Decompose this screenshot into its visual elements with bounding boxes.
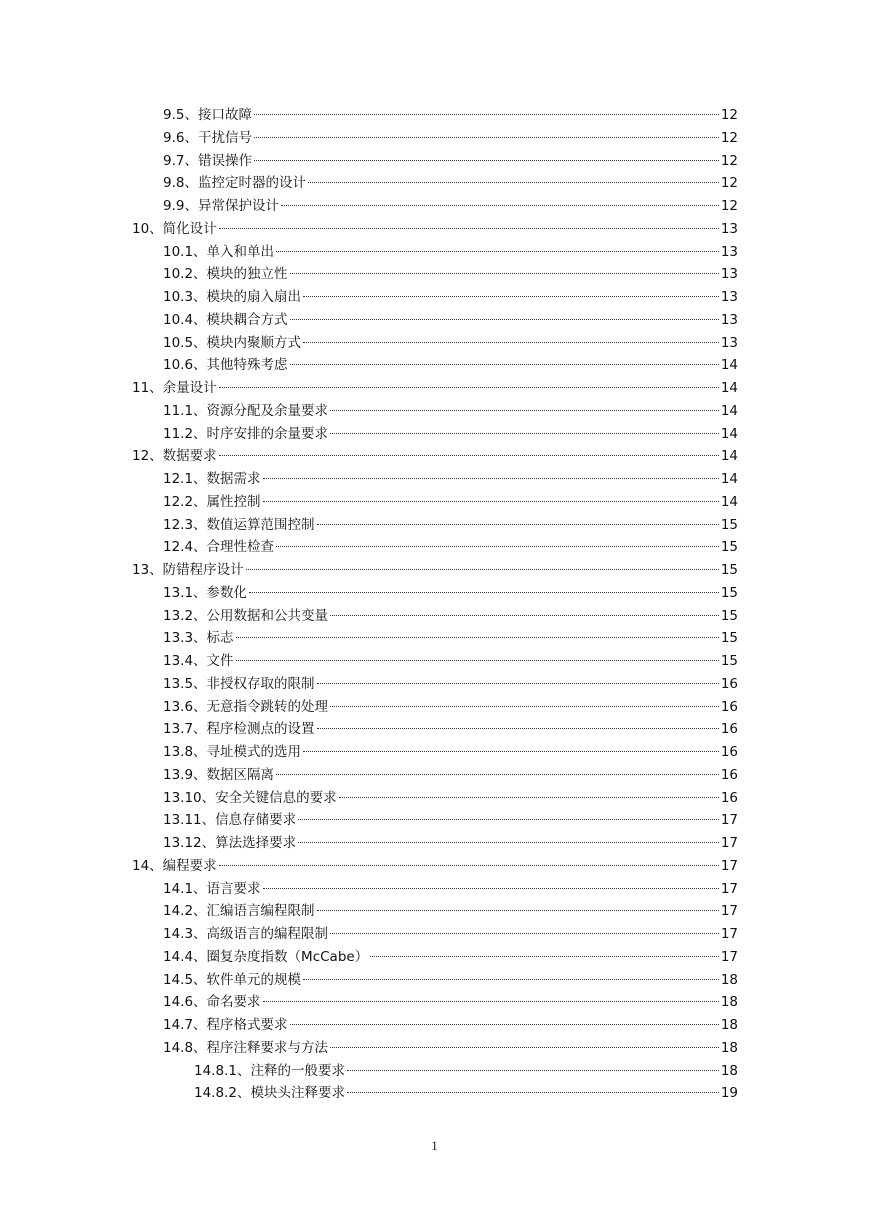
toc-entry[interactable]	[132, 764, 738, 787]
toc-entry-title: 14.5、软件单元的规模	[163, 971, 302, 988]
toc-entry-title: 12、数据要求	[132, 448, 217, 465]
toc-entry-page: 17	[720, 857, 738, 874]
toc-dot-leader	[330, 410, 719, 411]
toc-entry-title: 13.8、寻址模式的选用	[163, 744, 302, 760]
toc-entry-page: 14	[720, 448, 738, 465]
toc-entry-page: 12	[720, 107, 738, 123]
toc-entry[interactable]	[132, 332, 738, 355]
toc-entry-title: 14.2、汇编语言编程限制	[163, 903, 315, 920]
toc-entry-page: 14	[720, 425, 738, 442]
toc-dot-leader	[298, 842, 719, 843]
toc-entry[interactable]	[132, 923, 738, 946]
toc-dot-leader	[347, 1092, 719, 1093]
toc-dot-leader	[290, 319, 719, 320]
toc-entry[interactable]	[132, 309, 738, 332]
toc-dot-leader	[246, 569, 719, 570]
toc-dot-leader	[317, 524, 719, 525]
toc-entry[interactable]	[132, 991, 738, 1014]
toc-entry[interactable]	[132, 718, 738, 741]
toc-entry-page: 12	[720, 129, 738, 146]
toc-dot-leader	[254, 160, 719, 161]
toc-entry[interactable]	[132, 514, 738, 537]
toc-entry-page: 13	[720, 243, 738, 260]
toc-dot-leader	[276, 546, 719, 547]
toc-entry[interactable]	[132, 832, 738, 855]
toc-entry-page: 17	[720, 812, 738, 829]
toc-entry[interactable]	[132, 400, 738, 423]
toc-entry-title: 13.10、安全关键信息的要求	[163, 789, 337, 806]
toc-entry-title: 10.5、模块内聚顺方式	[163, 334, 302, 351]
toc-entry-page: 13	[720, 334, 738, 351]
toc-entry-title: 12.1、数据需求	[163, 471, 261, 487]
toc-entry-page: 13	[720, 220, 738, 237]
toc-dot-leader	[254, 114, 719, 115]
toc-entry-page: 15	[720, 562, 738, 578]
toc-entry-title: 14.1、语言要求	[163, 880, 261, 897]
toc-dot-leader	[290, 1024, 719, 1025]
toc-dot-leader	[219, 228, 719, 229]
toc-entry[interactable]	[132, 582, 738, 605]
toc-entry[interactable]	[132, 878, 738, 901]
toc-entry[interactable]	[132, 423, 738, 446]
toc-entry[interactable]	[132, 354, 738, 377]
toc-entry[interactable]	[132, 627, 738, 650]
toc-entry-page: 16	[720, 675, 738, 692]
toc-entry-title: 13.5、非授权存取的限制	[163, 675, 315, 692]
toc-entry[interactable]	[132, 900, 738, 923]
toc-entry[interactable]	[132, 1037, 738, 1060]
toc-entry[interactable]	[132, 1014, 738, 1037]
toc-entry-title: 14.7、程序格式要求	[163, 1017, 288, 1033]
toc-entry[interactable]	[132, 468, 738, 491]
toc-entry[interactable]	[132, 741, 738, 764]
toc-entry-title: 10.6、其他特殊考虑	[163, 357, 288, 374]
toc-entry-title: 9.7、错误操作	[163, 152, 252, 169]
toc-dot-leader	[219, 455, 719, 456]
toc-entry-page: 13	[720, 311, 738, 328]
toc-dot-leader	[236, 660, 719, 661]
toc-entry-page: 15	[720, 630, 738, 647]
toc-entry[interactable]	[132, 809, 738, 832]
toc-entry-title: 10.2、模块的独立性	[163, 266, 288, 283]
toc-dot-leader	[308, 182, 719, 183]
toc-dot-leader	[298, 819, 719, 820]
toc-entry-title: 13.6、无意指令跳转的处理	[163, 698, 329, 715]
toc-dot-leader	[263, 1001, 719, 1002]
toc-entry[interactable]	[132, 491, 738, 514]
toc-entry[interactable]	[132, 195, 738, 218]
toc-entry-page: 19	[720, 1085, 738, 1102]
toc-dot-leader	[330, 433, 719, 434]
toc-dot-leader	[370, 956, 719, 957]
toc-entry[interactable]	[132, 536, 738, 559]
toc-entry-title: 13.2、公用数据和公共变量	[163, 607, 329, 624]
toc-entry[interactable]	[132, 241, 738, 264]
toc-entry-title: 14.3、高级语言的编程限制	[163, 926, 329, 942]
toc-entry[interactable]	[132, 969, 738, 992]
toc-entry[interactable]	[132, 946, 738, 969]
toc-entry-title: 14.8、程序注释要求与方法	[163, 1039, 329, 1056]
toc-dot-leader	[317, 683, 719, 684]
toc-entry[interactable]	[132, 855, 738, 878]
toc-dot-leader	[330, 615, 719, 616]
toc-entry[interactable]	[132, 673, 738, 696]
toc-entry[interactable]	[132, 787, 738, 810]
toc-dot-leader	[254, 137, 719, 138]
toc-entry-title: 13.7、程序检测点的设置	[163, 721, 315, 738]
toc-entry-title: 13.3、标志	[163, 630, 234, 647]
toc-entry-title: 13.4、文件	[163, 653, 234, 669]
toc-entry-page: 13	[720, 289, 738, 305]
toc-dot-leader	[263, 478, 719, 479]
toc-dot-leader	[317, 910, 719, 911]
toc-entry[interactable]	[132, 172, 738, 195]
toc-entry-page: 16	[720, 789, 738, 806]
toc-dot-leader	[263, 888, 719, 889]
toc-dot-leader	[263, 501, 719, 502]
toc-entry-page: 12	[720, 152, 738, 169]
toc-entry-title: 14.4、圈复杂度指数（McCabe）	[163, 948, 369, 965]
toc-entry[interactable]	[132, 104, 738, 127]
toc-dot-leader	[281, 205, 719, 206]
toc-dot-leader	[303, 751, 719, 752]
toc-entry-page: 15	[720, 584, 738, 601]
toc-entry-title: 14.6、命名要求	[163, 994, 261, 1011]
toc-dot-leader	[339, 797, 719, 798]
toc-entry-page: 18	[720, 994, 738, 1011]
toc-dot-leader	[276, 251, 719, 252]
toc-entry-title: 13、防错程序设计	[132, 562, 244, 578]
toc-entry-page: 15	[720, 516, 738, 533]
toc-entry-page: 17	[720, 926, 738, 942]
toc-entry-title: 14、编程要求	[132, 857, 217, 874]
toc-dot-leader	[236, 637, 719, 638]
toc-entry-title: 11.1、资源分配及余量要求	[163, 402, 329, 419]
toc-entry-title: 10.3、模块的扇入扇出	[163, 289, 302, 305]
toc-entry-page: 14	[720, 357, 738, 374]
toc-entry[interactable]	[132, 1082, 738, 1105]
toc-entry[interactable]	[132, 286, 738, 309]
toc-entry[interactable]	[132, 1060, 738, 1083]
toc-dot-leader	[330, 1047, 719, 1048]
page-number: 1	[431, 1138, 438, 1153]
toc-entry-page: 16	[720, 721, 738, 738]
toc-entry-title: 10.1、单入和单出	[163, 243, 275, 260]
toc-entry-page: 15	[720, 539, 738, 556]
toc-entry[interactable]	[132, 445, 738, 468]
toc-entry-page: 15	[720, 653, 738, 669]
toc-entry[interactable]	[132, 150, 738, 173]
toc-entry-page: 17	[720, 880, 738, 897]
toc-dot-leader	[276, 774, 719, 775]
toc-entry-page: 14	[720, 402, 738, 419]
toc-dot-leader	[317, 728, 719, 729]
toc-dot-leader	[290, 273, 719, 274]
toc-entry-title: 9.8、监控定时器的设计	[163, 175, 306, 192]
toc-entry[interactable]	[132, 696, 738, 719]
toc-entry-title: 13.11、信息存储要求	[163, 812, 297, 829]
toc-entry-title: 12.2、属性控制	[163, 493, 261, 510]
toc-entry[interactable]	[132, 218, 738, 241]
toc-entry-page: 18	[720, 1017, 738, 1033]
toc-entry[interactable]	[132, 605, 738, 628]
toc-dot-leader	[303, 296, 719, 297]
toc-entry-title: 9.5、接口故障	[163, 107, 252, 123]
toc-entry-page: 13	[720, 266, 738, 283]
toc-entry-title: 14.8.1、注释的一般要求	[194, 1062, 345, 1079]
toc-entry[interactable]	[132, 377, 738, 400]
toc-entry-title: 13.1、参数化	[163, 584, 248, 601]
toc-entry-title: 13.9、数据区隔离	[163, 766, 275, 783]
toc-entry[interactable]	[132, 559, 738, 582]
toc-entry-page: 14	[720, 380, 738, 396]
toc-entry[interactable]	[132, 263, 738, 286]
toc-dot-leader	[303, 979, 719, 980]
toc-entry-title: 11、余量设计	[132, 380, 217, 396]
toc-dot-leader	[330, 706, 719, 707]
table-of-contents	[132, 104, 738, 1105]
toc-entry-page: 15	[720, 607, 738, 624]
toc-entry-page: 17	[720, 903, 738, 920]
toc-entry-title: 11.2、时序安排的余量要求	[163, 425, 329, 442]
toc-entry[interactable]	[132, 650, 738, 673]
toc-entry-title: 9.6、干扰信号	[163, 129, 252, 146]
toc-entry-title: 9.9、异常保护设计	[163, 198, 279, 214]
toc-entry-page: 12	[720, 198, 738, 214]
toc-entry-page: 14	[720, 493, 738, 510]
toc-entry-page: 17	[720, 948, 738, 965]
toc-entry-page: 18	[720, 971, 738, 988]
toc-entry-page: 16	[720, 766, 738, 783]
toc-entry-title: 14.8.2、模块头注释要求	[194, 1085, 345, 1102]
toc-entry-page: 17	[720, 835, 738, 851]
toc-entry-page: 16	[720, 744, 738, 760]
toc-dot-leader	[347, 1070, 719, 1071]
toc-entry-title: 13.12、算法选择要求	[163, 835, 297, 851]
toc-dot-leader	[219, 865, 719, 866]
toc-entry-title: 10.4、模块耦合方式	[163, 311, 288, 328]
toc-dot-leader	[330, 933, 719, 934]
toc-entry-page: 18	[720, 1039, 738, 1056]
toc-dot-leader	[303, 342, 719, 343]
toc-entry-title: 10、简化设计	[132, 220, 217, 237]
toc-dot-leader	[249, 592, 719, 593]
toc-dot-leader	[290, 364, 719, 365]
toc-entry-page: 18	[720, 1062, 738, 1079]
toc-entry-page: 16	[720, 698, 738, 715]
toc-entry-page: 14	[720, 471, 738, 487]
toc-entry-page: 12	[720, 175, 738, 192]
toc-entry-title: 12.4、合理性检查	[163, 539, 275, 556]
toc-entry[interactable]	[132, 127, 738, 150]
toc-entry-title: 12.3、数值运算范围控制	[163, 516, 315, 533]
toc-dot-leader	[219, 387, 719, 388]
